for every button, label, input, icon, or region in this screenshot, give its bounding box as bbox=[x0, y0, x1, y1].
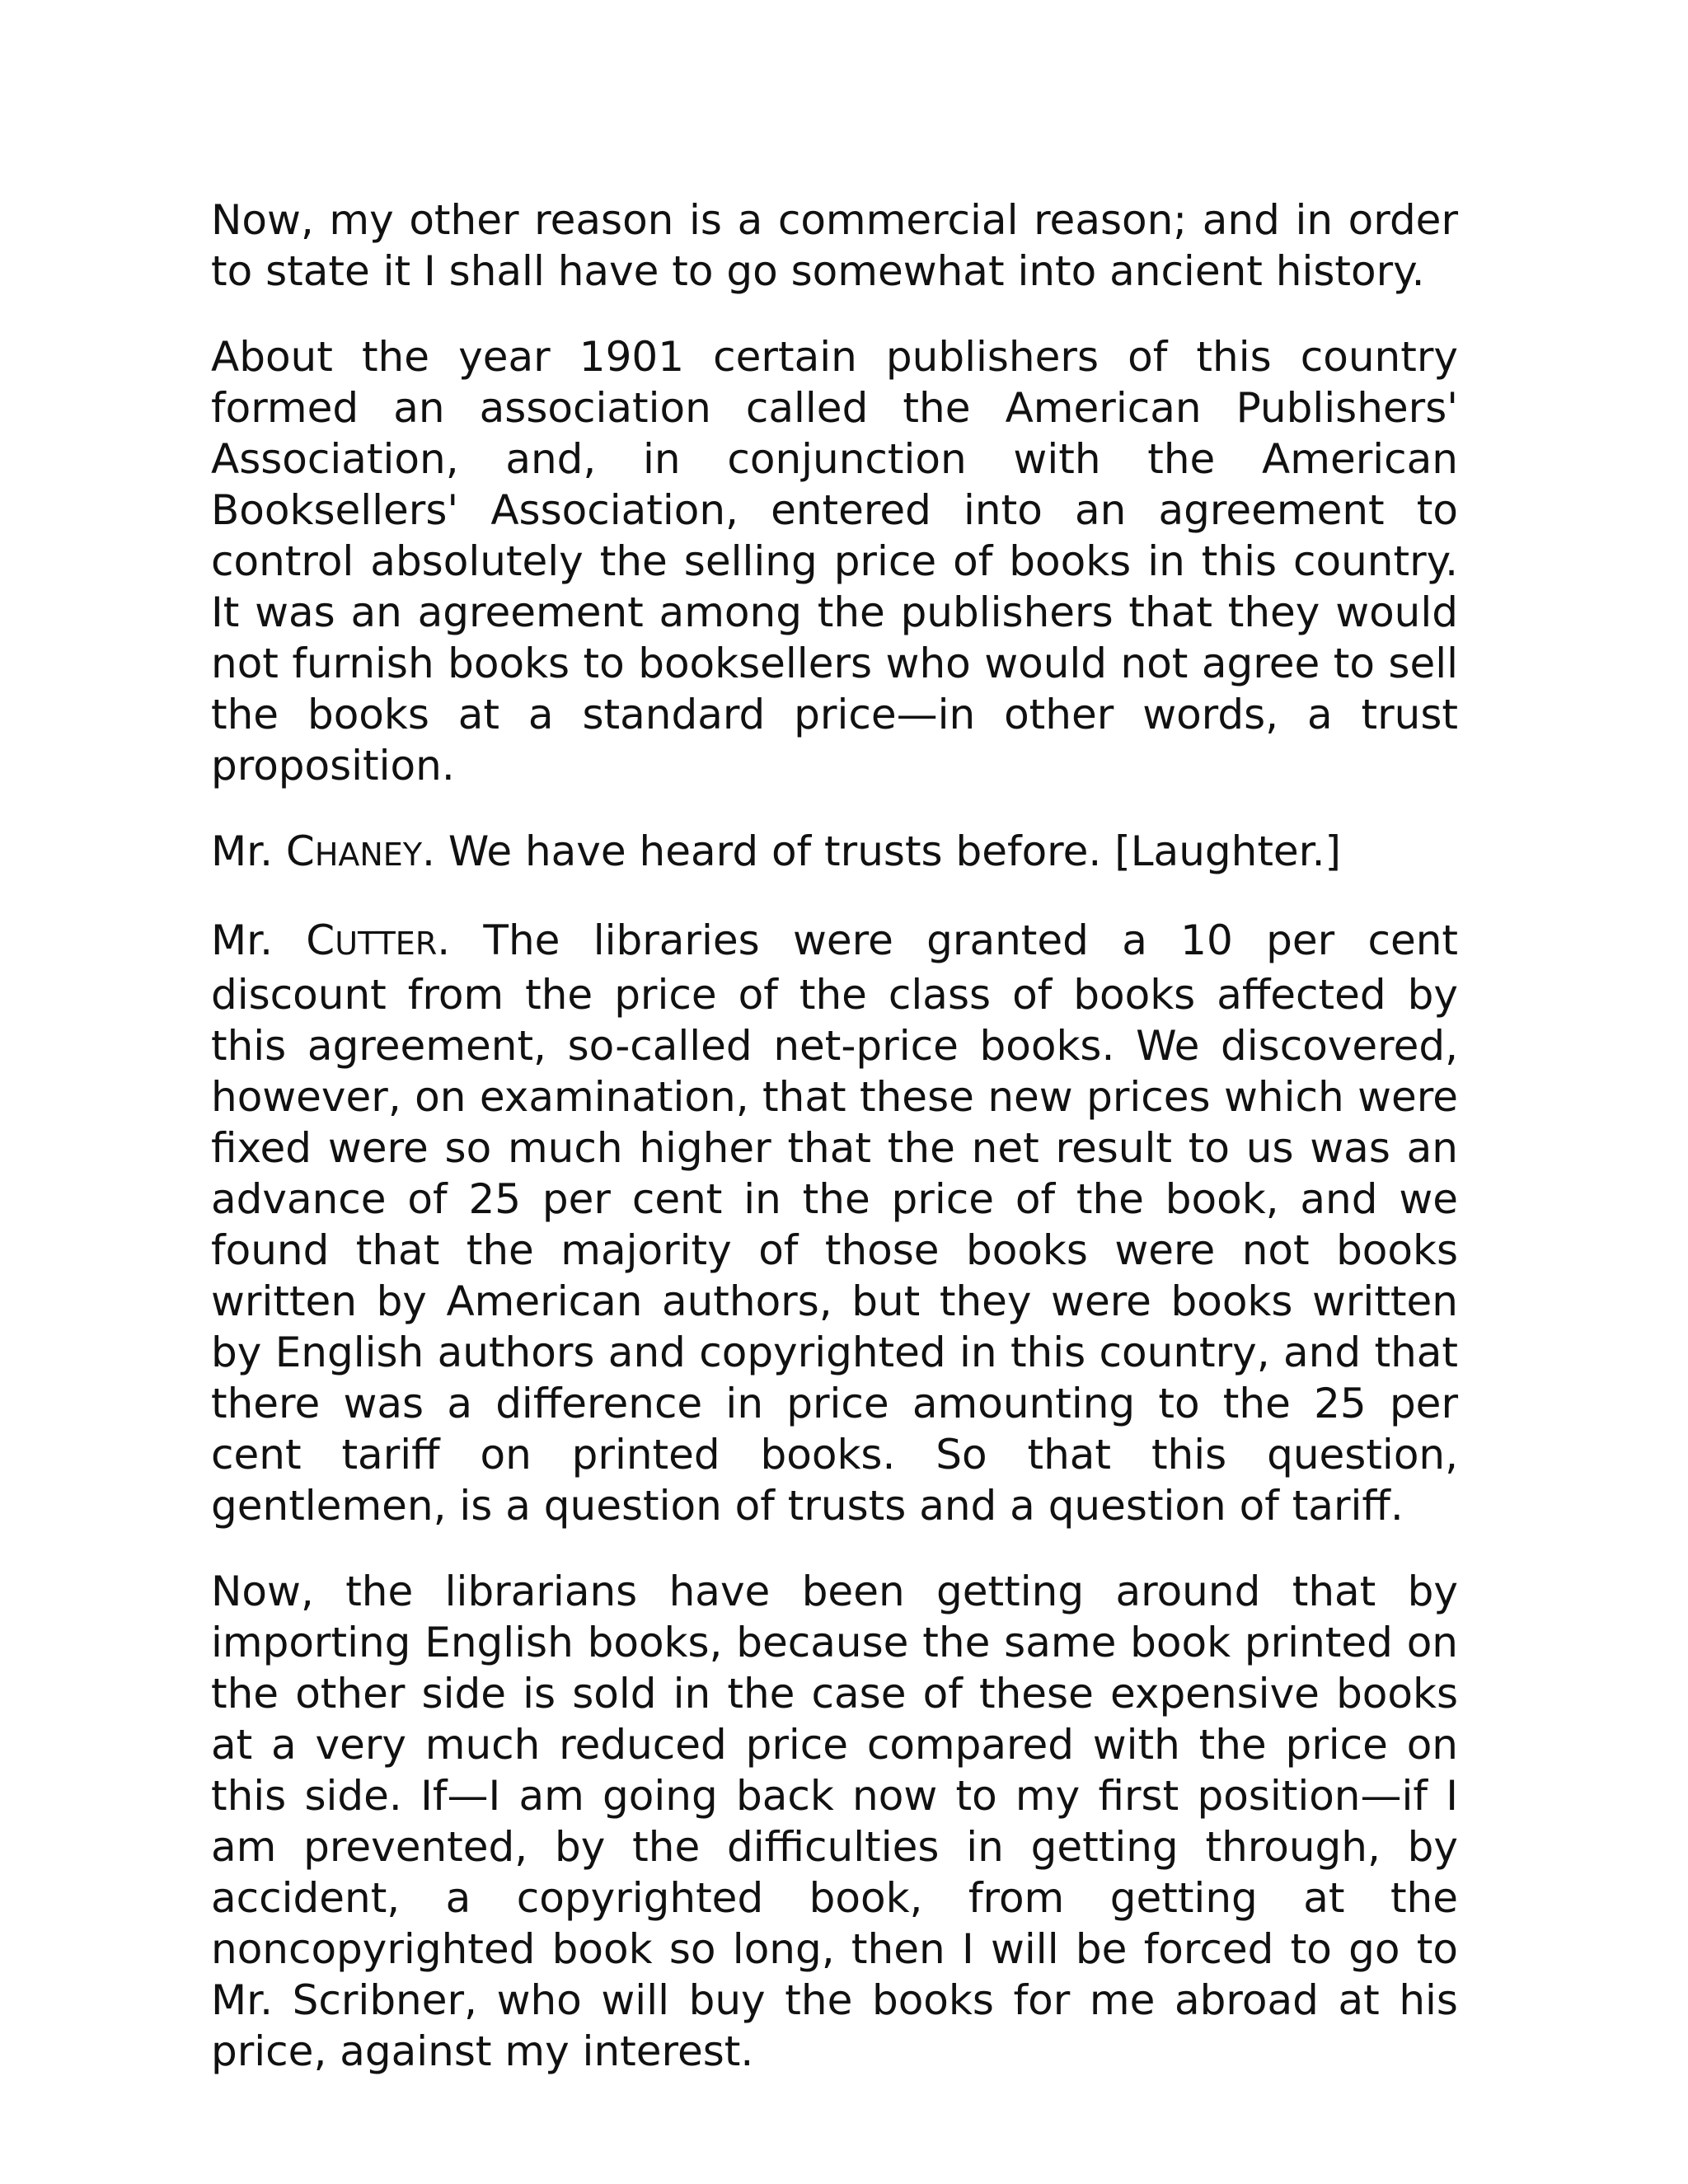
speaker-name bbox=[211, 916, 437, 964]
paragraph-librarians-importing bbox=[211, 1566, 1458, 2077]
paragraph-chaney-remark bbox=[211, 826, 1458, 880]
paragraph-commercial-reason bbox=[211, 194, 1458, 297]
paragraph-text: . The libraries were granted a 10 per cent discount from the price of the class of books affected by this agreement, so-called net-price books. We discovered, however, on examination, that these new prices which were fixed were so much higher that the net result to us was an advance of 25 per cent in the price of the book, and we found that the majority of those books were not books written by American authors, but they were books written by English authors and copyrighted in this country, and that there was a difference in price amounting to the 25 per cent tariff on printed books. So that this question, gentlemen, is a question of trusts and a question of tariff. bbox=[211, 916, 1459, 1530]
document-page bbox=[211, 194, 1458, 2111]
paragraph-text: Now, my other reason is a commercial reason; and in order to state it I shall have to go somewhat into ancient history. bbox=[211, 196, 1458, 295]
speaker-prefix: Mr. C bbox=[211, 916, 335, 964]
speaker-name bbox=[211, 827, 422, 875]
paragraph-text: About the year 1901 certain publishers of this country formed an association called the American Publishers' Association, and, in conjunction with the American Booksellers' Association, entered into an agreement to control absolutely the selling price of books in this country. It was an agreement among the publishers that they would not furnish books to booksellers who would not agree to sell the books at a standard price—in other words, a trust proposition. bbox=[211, 333, 1458, 790]
paragraph-publishers-association bbox=[211, 331, 1458, 791]
paragraph-text: Now, the librarians have been getting around that by importing English books, because the same book printed on the other side is sold in the case of these expensive books at a very much reduced price compared with the price on this side. If—I am going back now to my first position—if I am prevented, by the difficulties in getting through, by accident, a copyrighted book, from getting at the noncopyrighted book so long, then I will be forced to go to Mr. Scribner, who will buy the books for me abroad at his price, against my interest. bbox=[211, 1568, 1458, 2075]
paragraph-text: . We have heard of trusts before. [Laughter.] bbox=[422, 827, 1342, 875]
paragraph-cutter-statement bbox=[211, 915, 1458, 1531]
speaker-small-caps: HANEY bbox=[314, 837, 423, 873]
speaker-small-caps: UTTER bbox=[335, 926, 438, 962]
speaker-prefix: Mr. C bbox=[211, 827, 315, 875]
